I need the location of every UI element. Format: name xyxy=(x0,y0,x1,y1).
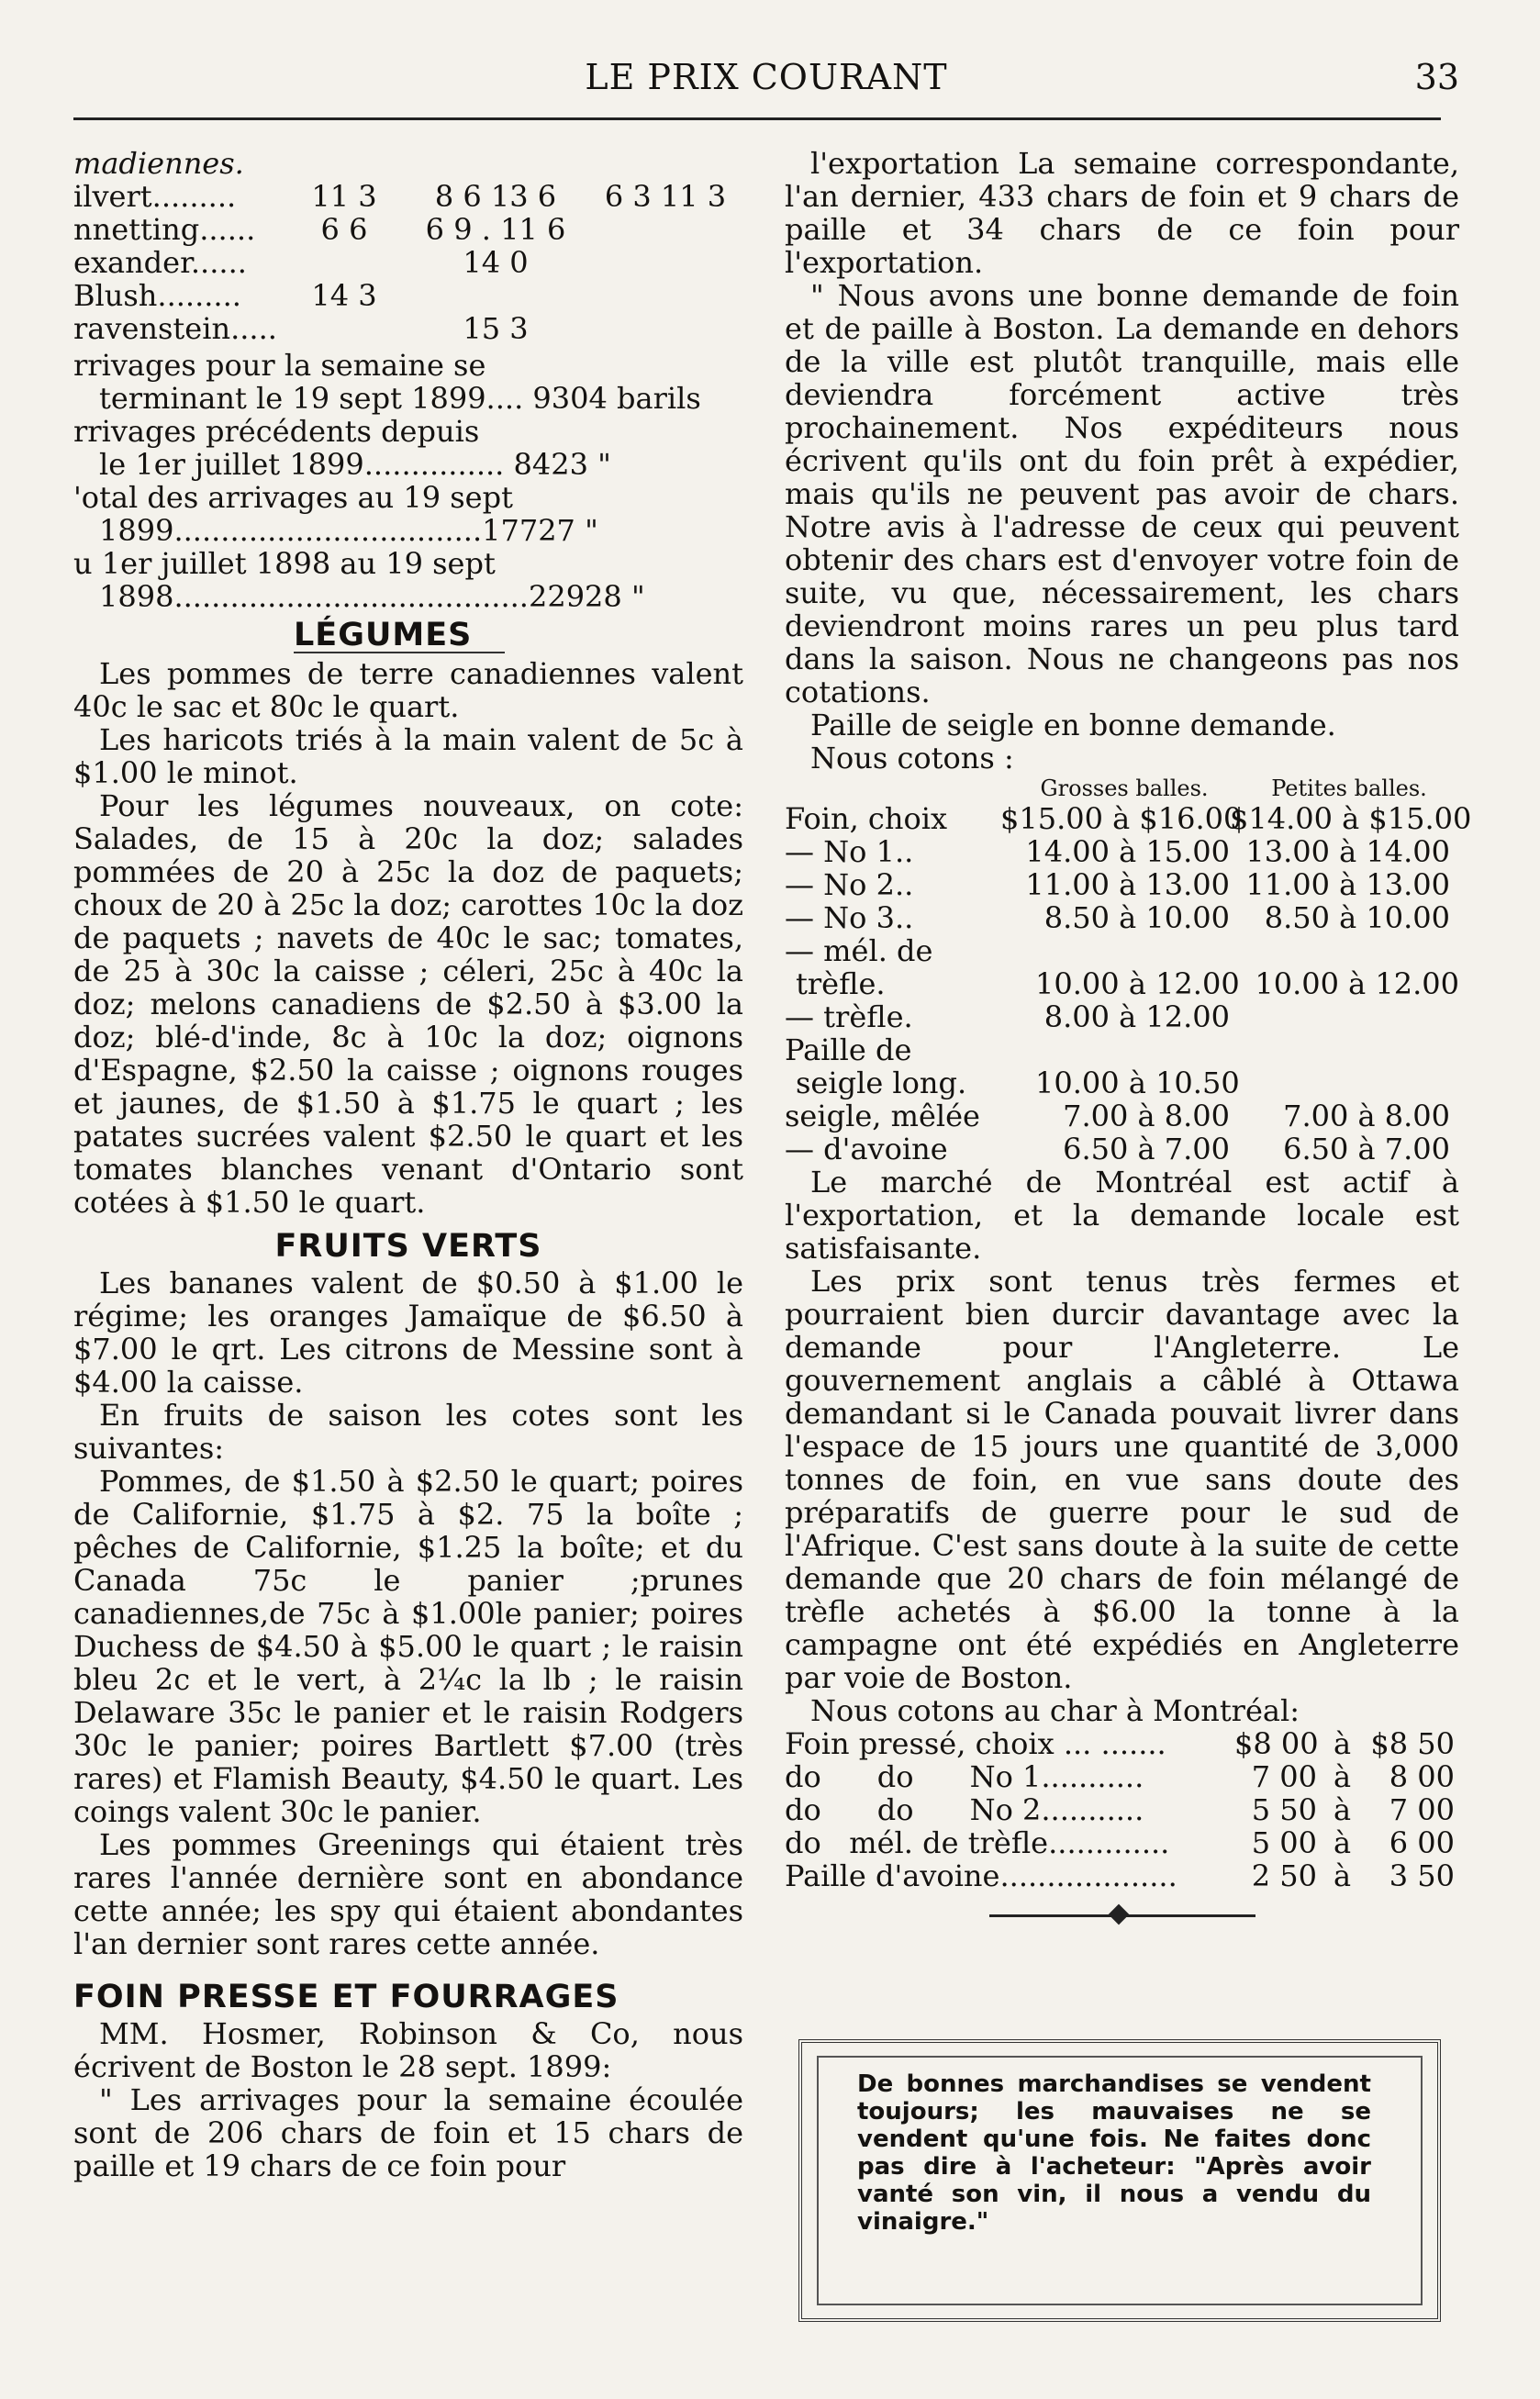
price-cell xyxy=(1240,1066,1459,1099)
price-cell: 10.00 à 12.00 xyxy=(1255,966,1460,1001)
foin-paragraph: MM. Hosmer, Robinson & Co, nous écrivent de Boston le 28 sept. 1899: xyxy=(73,2016,743,2084)
ornament-divider xyxy=(989,1913,1255,1918)
price-cell: 6.50 à 7.00 xyxy=(1063,1132,1230,1166)
montreal-section xyxy=(785,1166,1459,1727)
export-paragraph: " Nous avons une bonne demande de foin et de paille à Boston. La demande en dehors de la ville est plutôt tranquille, mais elle deviendra forcément active très prochainement. Nos expéditeurs nous écrivent qu'ils ont du foin prêt à expédier, mais qu'ils ne peuvent pas avoir de chars. Notre avis à l'adresse de ceux qui peuvent obtenir des chars est d'envoyer votre foin de suite, vu que, nécessairement, les chars deviendront moins rares un peu plus tard dans la saison. Nous ne changeons pas nos cotations. xyxy=(785,278,1459,709)
price-row xyxy=(785,868,1459,901)
export-paragraph: Paille de seigle en bonne demande. xyxy=(810,708,1336,742)
header-rule xyxy=(73,117,1441,120)
montreal-cell: 5 00 xyxy=(1251,1825,1317,1860)
apple-cell xyxy=(597,213,734,246)
arrival-line: rrivages pour la semaine se xyxy=(73,349,486,382)
apple-cell: 11 3 xyxy=(311,179,377,214)
arrival-line: le 1er juillet 1899............... 8423 " xyxy=(99,448,611,481)
montreal-cell: 8 00 xyxy=(1389,1759,1455,1794)
page-header xyxy=(73,57,1459,112)
apple-cell: madiennes. xyxy=(73,146,244,181)
fruits-heading: FRUITS VERTS xyxy=(274,1228,542,1265)
price-cell: seigle long. xyxy=(796,1066,967,1100)
legumes-section xyxy=(73,657,743,1219)
price-row xyxy=(785,1033,1459,1066)
apple-cell xyxy=(294,312,395,345)
montreal-paragraph: Les prix sont tenus très fermes et pourraient bien durcir davantage avec la demande pour l'Angleterre. Le gouvernement anglais a câblé à Ottawa demandant si le Canada pouvait livrer dans l'espace de 15 jours une quantité de 3,000 tonnes de foin, en vue sans doute des préparatifs de guerre pour le sud de l'Afrique. C'est sans doute à la suite de cette demande que 20 chars de foin mélangé de trèfle achetés à $6.00 la tonne à la campagne ont été expédiés en Angleterre par voie de Boston. xyxy=(785,1264,1459,1695)
montreal-cell: à xyxy=(1333,1792,1352,1827)
arrival-line: 1899.................................17727 " xyxy=(99,514,598,547)
price-row xyxy=(785,801,1472,836)
price-cell xyxy=(1000,1033,1230,1066)
apple-cell: ilvert......... xyxy=(73,179,237,214)
price-cell: 7.00 à 8.00 xyxy=(1283,1099,1450,1133)
montreal-cell: 2 50 xyxy=(1251,1858,1317,1893)
price-cell: Foin, choix xyxy=(785,801,947,836)
apple-cell xyxy=(597,312,734,345)
apple-row xyxy=(73,279,743,312)
apple-cell: nnetting...... xyxy=(73,212,256,247)
apple-cell xyxy=(395,147,597,180)
arrival-line: u 1er juillet 1898 au 19 sept xyxy=(73,547,496,580)
montreal-cell: 3 50 xyxy=(1389,1858,1455,1893)
arrival-line: 'otal des arrivages au 19 sept xyxy=(73,481,513,514)
montreal-cell: à xyxy=(1333,1858,1352,1893)
price-cell: — No 2.. xyxy=(785,867,914,902)
price-cell: 11.00 à 13.00 xyxy=(1245,867,1450,902)
price-cell xyxy=(1230,934,1450,967)
motto-text: De bonnes marchandises se vendent toujours; les mauvaises ne se vendent qu'une fois. Ne faites donc pas dire à l'acheteur: "Après avoir vanté son vin, il nous a vendu du vinaigre." xyxy=(857,2070,1371,2236)
fruits-paragraph: En fruits de saison les cotes sont les suivantes: xyxy=(73,1398,743,1466)
price-headers xyxy=(785,775,1459,802)
montreal-cell: à xyxy=(1333,1825,1352,1860)
price-cell xyxy=(1000,934,1230,967)
legumes-paragraph: Pour les légumes nouveaux, on cote: Salades, de 15 à 20c la doz; salades pommées de 20 à 25c la doz de paquets; choux de 20 à 25c la doz; carottes 10c la doz de paquets ; navets de 40c le sac; tomates, de 25 à 30c la caisse ; céleri, 25c à 40c la doz; melons canadiens de $2.50 à $3.00 la doz; blé-d'inde, 8c à 10c la doz; oignons d'Espagne, $2.50 la caisse ; oignons rouges et jaunes, de $1.50 à $1.75 le quart ; les patates sucrées valent $2.50 le quart et les tomates blanches venant d'Ontario sont cotées à $1.50 le quart. xyxy=(73,788,743,1220)
price-cell: 6.50 à 7.00 xyxy=(1283,1132,1450,1166)
price-cell: 14.00 à 15.00 xyxy=(1025,834,1230,869)
apple-cell: exander...... xyxy=(73,245,247,280)
montreal-row xyxy=(785,1760,1459,1793)
price-cell: 7.00 à 8.00 xyxy=(1063,1099,1230,1133)
price-row xyxy=(785,934,1459,967)
header-grosses: Grosses balles. xyxy=(1040,775,1209,801)
page-number: 33 xyxy=(1414,57,1459,97)
montreal-cell: à xyxy=(1333,1726,1352,1761)
arrival-line: terminant le 19 sept 1899.... 9304 barils xyxy=(99,382,701,415)
apple-cell xyxy=(395,279,597,312)
price-row xyxy=(785,1000,1459,1033)
foin-section xyxy=(73,2017,743,2182)
price-cell: — trèfle. xyxy=(785,999,913,1034)
montreal-cell: do do No 1........... xyxy=(785,1759,1144,1794)
fruits-section xyxy=(73,1266,743,1960)
price-cell: — No 1.. xyxy=(785,834,914,869)
montreal-row xyxy=(785,1727,1459,1760)
export-paragraph: Nous cotons : xyxy=(810,741,1014,775)
price-cell: trèfle. xyxy=(796,966,886,1001)
fruits-paragraph: Pommes, de $1.50 à $2.50 le quart; poires de Californie, $1.75 à $2. 75 la boîte ; pêches de Californie, $1.25 la boîte; et du Canada 75c le panier ;prunes canadiennes,de 75c à $1.00le panier; poires Duchess de $4.50 à $5.00 le quart ; le raisin bleu 2c et le vert, à 2¼c la lb ; le raisin Delaware 35c le panier et le raisin Rodgers 30c le panier; poires Bartlett $7.00 (très rares) et Flamish Beauty, $4.50 le quart. Les coings valent 30c le panier. xyxy=(73,1464,743,1829)
export-section xyxy=(785,147,1459,775)
apple-cell: ravenstein..... xyxy=(73,311,277,346)
apple-cell xyxy=(597,246,734,279)
legumes-paragraph: Les pommes de terre canadiennes valent 40c le sac et 80c le quart. xyxy=(73,656,743,724)
apple-cell: 6 9 . 11 6 xyxy=(425,212,566,247)
price-cell: 8.50 à 10.00 xyxy=(1043,900,1230,935)
price-cell: 11.00 à 13.00 xyxy=(1025,867,1230,902)
montreal-cell: Paille d'avoine................... xyxy=(785,1858,1177,1893)
arrival-line: rrivages précédents depuis xyxy=(73,415,480,448)
price-cell: 8.50 à 10.00 xyxy=(1264,900,1450,935)
fruits-paragraph: Les pommes Greenings qui étaient très rares l'année dernière sont en abondance cette année; les spy qui étaient abondantes l'an dernier sont rares cette année. xyxy=(73,1827,743,1961)
montreal-cell: Foin pressé, choix ... ....... xyxy=(785,1726,1166,1761)
apple-cell: 8 6 13 6 xyxy=(434,179,557,214)
running-title: LE PRIX COURANT xyxy=(585,57,948,97)
price-row xyxy=(785,1066,1459,1099)
apple-row xyxy=(73,246,743,279)
montreal-cell: 6 00 xyxy=(1389,1825,1455,1860)
montreal-price-table xyxy=(785,1727,1459,1892)
apple-row xyxy=(73,147,743,180)
montreal-cell: 7 00 xyxy=(1389,1792,1455,1827)
apple-cell xyxy=(294,246,395,279)
price-cell: Paille de xyxy=(785,1032,912,1067)
price-cell: — mél. de xyxy=(785,933,933,968)
fruits-paragraph: Les bananes valent de $0.50 à $1.00 le régime; les oranges Jamaïque de $6.50 à $7.00 le qrt. Les citrons de Messine sont à $4.00 la caisse. xyxy=(73,1266,743,1400)
header-petites: Petites balles. xyxy=(1271,775,1427,801)
apple-row xyxy=(73,213,743,246)
price-cell: 13.00 à 14.00 xyxy=(1245,834,1450,869)
motto-box xyxy=(798,2039,1441,2322)
montreal-cell: à xyxy=(1333,1759,1352,1794)
arrivals-list xyxy=(73,349,743,613)
apple-cell: 15 3 xyxy=(463,311,529,346)
price-row xyxy=(785,967,1459,1000)
export-paragraph: l'exportation La semaine correspondante, l'an dernier, 433 chars de foin et 9 chars de paille et 34 chars de ce foin pour l'exportation. xyxy=(785,146,1459,280)
price-cell xyxy=(1230,1000,1450,1033)
left-column xyxy=(73,147,743,2182)
apple-cell: 6 6 xyxy=(320,212,368,247)
price-table xyxy=(785,801,1472,1166)
montreal-cell: do mél. de trèfle............. xyxy=(785,1825,1170,1860)
diamond-icon xyxy=(1108,1904,1129,1925)
price-row xyxy=(785,1133,1459,1166)
price-cell: 10.00 à 12.00 xyxy=(1035,966,1240,1001)
apple-row xyxy=(73,180,743,213)
foin-paragraph: " Les arrivages pour la semaine écoulée sont de 206 chars de foin et 15 chars de paille et 19 chars de ce foin pour xyxy=(73,2082,743,2183)
montreal-row xyxy=(785,1826,1459,1859)
apple-row xyxy=(73,312,743,345)
price-row xyxy=(785,901,1459,934)
price-cell: 10.00 à 10.50 xyxy=(1035,1066,1240,1100)
legumes-paragraph: Les haricots triés à la main valent de 5c à $1.00 le minot. xyxy=(73,722,743,790)
price-cell: $14.00 à $15.00 xyxy=(1230,801,1472,836)
montreal-cell: 5 50 xyxy=(1251,1792,1317,1827)
price-row xyxy=(785,1099,1459,1133)
price-cell: — d'avoine xyxy=(785,1132,948,1166)
apple-cell xyxy=(597,279,734,312)
legumes-heading: LÉGUMES xyxy=(294,619,505,653)
montreal-paragraph: Le marché de Montréal est actif à l'exportation, et la demande locale est satisfaisante. xyxy=(785,1165,1459,1266)
apple-cell: 6 3 11 3 xyxy=(604,179,727,214)
montreal-row xyxy=(785,1859,1459,1892)
price-cell xyxy=(1230,1033,1450,1066)
montreal-paragraph: Nous cotons au char à Montréal: xyxy=(810,1693,1300,1728)
price-cell: 8.00 à 12.00 xyxy=(1043,999,1230,1034)
price-cell: $15.00 à $16.00 xyxy=(1000,801,1243,836)
apple-cell: Blush......... xyxy=(73,278,241,313)
price-cell: seigle, mêlée xyxy=(785,1099,980,1133)
price-row xyxy=(785,835,1459,868)
montreal-cell: $8 50 xyxy=(1370,1726,1455,1761)
arrival-line: 1898......................................22928 " xyxy=(99,580,645,613)
montreal-cell: 7 00 xyxy=(1251,1759,1317,1794)
apple-cell: 14 3 xyxy=(311,278,377,313)
price-cell: — No 3.. xyxy=(785,900,914,935)
apple-cell xyxy=(294,147,395,180)
apple-table xyxy=(73,147,743,345)
right-column xyxy=(785,146,1472,1940)
montreal-row xyxy=(785,1793,1459,1826)
montreal-cell: do do No 2........... xyxy=(785,1792,1144,1827)
montreal-cell: $8 00 xyxy=(1234,1726,1319,1761)
foin-heading: FOIN PRESSE ET FOURRAGES xyxy=(73,1979,619,2015)
apple-cell: 14 0 xyxy=(463,245,529,280)
apple-cell xyxy=(597,147,734,180)
